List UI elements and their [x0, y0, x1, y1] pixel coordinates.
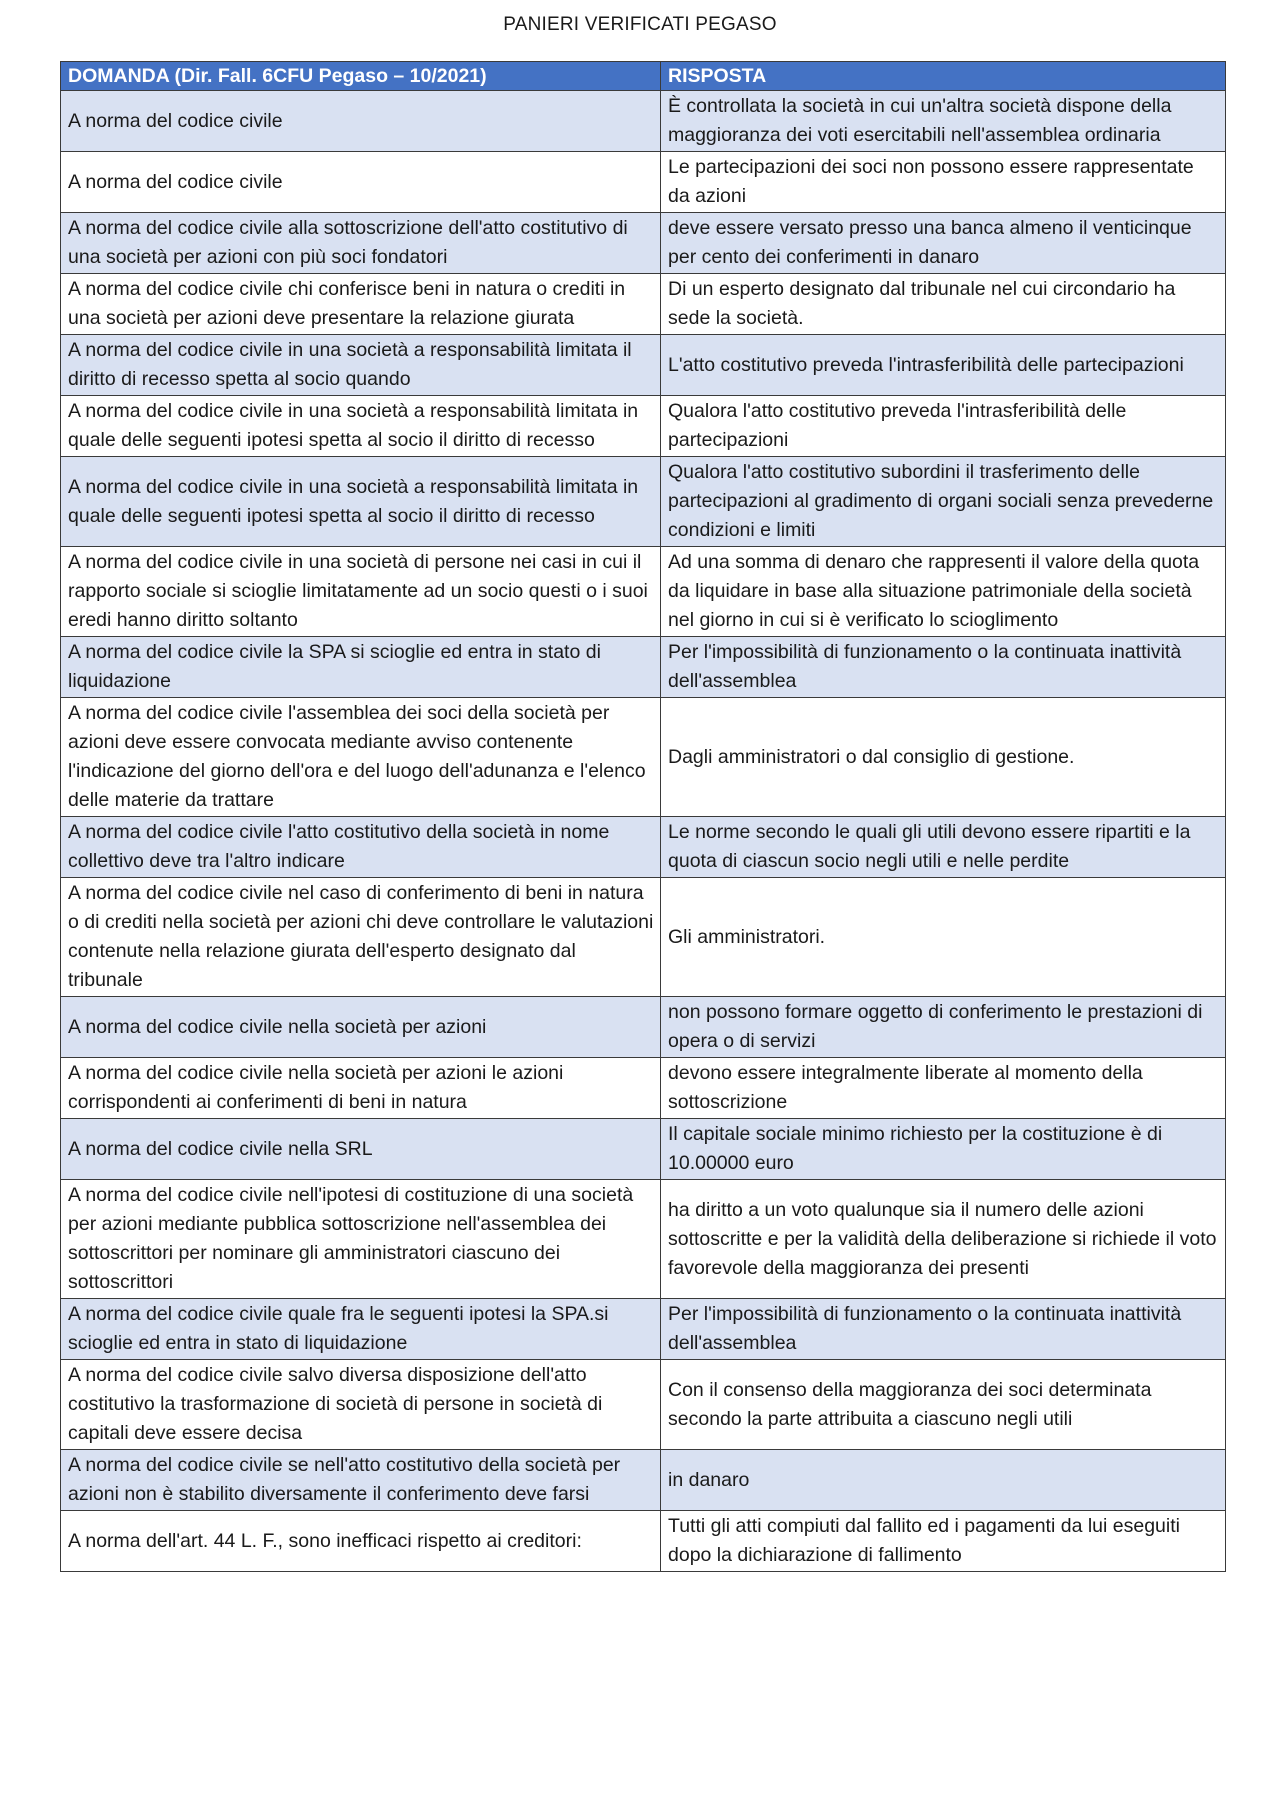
table-row — [61, 1119, 1226, 1180]
answer-cell: Con il consenso della maggioranza dei soci determinata secondo la parte attribuita a ciascuno negli utili — [661, 1360, 1226, 1450]
answer-cell: Per l'impossibilità di funzionamento o la continuata inattività dell'assemblea — [661, 637, 1226, 698]
question-cell: A norma del codice civile chi conferisce beni in natura o crediti in una società per azioni deve presentare la relazione giurata — [61, 274, 661, 335]
answer-cell: Qualora l'atto costitutivo subordini il trasferimento delle partecipazioni al gradimento di organi sociali senza prevederne condizioni e limiti — [661, 457, 1226, 547]
table-row — [61, 1511, 1226, 1572]
question-cell: A norma del codice civile salvo diversa disposizione dell'atto costitutivo la trasformazione di società di persone in società di capitali deve essere decisa — [61, 1360, 661, 1450]
answer-cell: Ad una somma di denaro che rappresenti il valore della quota da liquidare in base alla situazione patrimoniale della società nel giorno in cui si è verificato lo scioglimento — [661, 547, 1226, 637]
question-cell: A norma del codice civile nell'ipotesi di costituzione di una società per azioni mediante pubblica sottoscrizione nell'assemblea dei sottoscrittori per nominare gli amministratori ciascuno dei sottoscrittori — [61, 1180, 661, 1299]
answer-cell: Il capitale sociale minimo richiesto per la costituzione è di 10.00000 euro — [661, 1119, 1226, 1180]
table-row — [61, 1450, 1226, 1511]
table-row — [61, 1360, 1226, 1450]
answer-cell: deve essere versato presso una banca almeno il venticinque per cento dei conferimenti in danaro — [661, 213, 1226, 274]
table-row — [61, 335, 1226, 396]
table-row — [61, 1299, 1226, 1360]
page-title: PANIERI VERIFICATI PEGASO — [503, 14, 777, 35]
table-row — [61, 1180, 1226, 1299]
answer-cell: ha diritto a un voto qualunque sia il numero delle azioni sottoscritte e per la validità della deliberazione si richiede il voto favorevole della maggioranza dei presenti — [661, 1180, 1226, 1299]
question-cell: A norma del codice civile in una società di persone nei casi in cui il rapporto sociale si scioglie limitatamente ad un socio questi o i suoi eredi hanno diritto soltanto — [61, 547, 661, 637]
header-answer: RISPOSTA — [661, 62, 1226, 91]
question-cell: A norma del codice civile nel caso di conferimento di beni in natura o di crediti nella società per azioni chi deve controllare le valutazioni contenute nella relazione giurata dell'esperto designato dal tribunale — [61, 878, 661, 997]
answer-cell: devono essere integralmente liberate al momento della sottoscrizione — [661, 1058, 1226, 1119]
table-row — [61, 878, 1226, 997]
table-row — [61, 396, 1226, 457]
question-cell: A norma dell'art. 44 L. F., sono inefficaci rispetto ai creditori: — [61, 1511, 661, 1572]
table-row — [61, 91, 1226, 152]
answer-cell: in danaro — [661, 1450, 1226, 1511]
table-row — [61, 457, 1226, 547]
question-cell: A norma del codice civile alla sottoscrizione dell'atto costitutivo di una società per azioni con più soci fondatori — [61, 213, 661, 274]
table-row — [61, 1058, 1226, 1119]
question-cell: A norma del codice civile in una società a responsabilità limitata il diritto di recesso spetta al socio quando — [61, 335, 661, 396]
question-cell: A norma del codice civile la SPA si scioglie ed entra in stato di liquidazione — [61, 637, 661, 698]
question-cell: A norma del codice civile — [61, 91, 661, 152]
header-question: DOMANDA (Dir. Fall. 6CFU Pegaso – 10/2021) — [61, 62, 661, 91]
table-row — [61, 213, 1226, 274]
question-cell: A norma del codice civile nella SRL — [61, 1119, 661, 1180]
answer-cell: L'atto costitutivo preveda l'intrasferibilità delle partecipazioni — [661, 335, 1226, 396]
table-row — [61, 637, 1226, 698]
table-row — [61, 547, 1226, 637]
table-body — [61, 91, 1226, 1572]
table-row — [61, 152, 1226, 213]
question-cell: A norma del codice civile l'atto costitutivo della società in nome collettivo deve tra l'altro indicare — [61, 817, 661, 878]
answer-cell: È controllata la società in cui un'altra società dispone della maggioranza dei voti esercitabili nell'assemblea ordinaria — [661, 91, 1226, 152]
question-cell: A norma del codice civile se nell'atto costitutivo della società per azioni non è stabilito diversamente il conferimento deve farsi — [61, 1450, 661, 1511]
question-cell: A norma del codice civile quale fra le seguenti ipotesi la SPA.si scioglie ed entra in stato di liquidazione — [61, 1299, 661, 1360]
answer-cell: Le norme secondo le quali gli utili devono essere ripartiti e la quota di ciascun socio negli utili e nelle perdite — [661, 817, 1226, 878]
table-row — [61, 817, 1226, 878]
question-cell: A norma del codice civile nella società per azioni — [61, 997, 661, 1058]
answer-cell: Qualora l'atto costitutivo preveda l'intrasferibilità delle partecipazioni — [661, 396, 1226, 457]
answer-cell: Gli amministratori. — [661, 878, 1226, 997]
answer-cell: Dagli amministratori o dal consiglio di gestione. — [661, 698, 1226, 817]
table-header-row — [61, 62, 1226, 91]
table-row — [61, 274, 1226, 335]
qa-table — [60, 61, 1226, 1572]
table-row — [61, 698, 1226, 817]
question-cell: A norma del codice civile in una società a responsabilità limitata in quale delle seguenti ipotesi spetta al socio il diritto di recesso — [61, 457, 661, 547]
question-cell: A norma del codice civile nella società per azioni le azioni corrispondenti ai conferimenti di beni in natura — [61, 1058, 661, 1119]
answer-cell: non possono formare oggetto di conferimento le prestazioni di opera o di servizi — [661, 997, 1226, 1058]
question-cell: A norma del codice civile — [61, 152, 661, 213]
answer-cell: Tutti gli atti compiuti dal fallito ed i pagamenti da lui eseguiti dopo la dichiarazione di fallimento — [661, 1511, 1226, 1572]
question-cell: A norma del codice civile l'assemblea dei soci della società per azioni deve essere convocata mediante avviso contenente l'indicazione del giorno dell'ora e del luogo dell'adunanza e l'elenco delle materie da trattare — [61, 698, 661, 817]
question-cell: A norma del codice civile in una società a responsabilità limitata in quale delle seguenti ipotesi spetta al socio il diritto di recesso — [61, 396, 661, 457]
answer-cell: Di un esperto designato dal tribunale nel cui circondario ha sede la società. — [661, 274, 1226, 335]
table-row — [61, 997, 1226, 1058]
answer-cell: Per l'impossibilità di funzionamento o la continuata inattività dell'assemblea — [661, 1299, 1226, 1360]
answer-cell: Le partecipazioni dei soci non possono essere rappresentate da azioni — [661, 152, 1226, 213]
